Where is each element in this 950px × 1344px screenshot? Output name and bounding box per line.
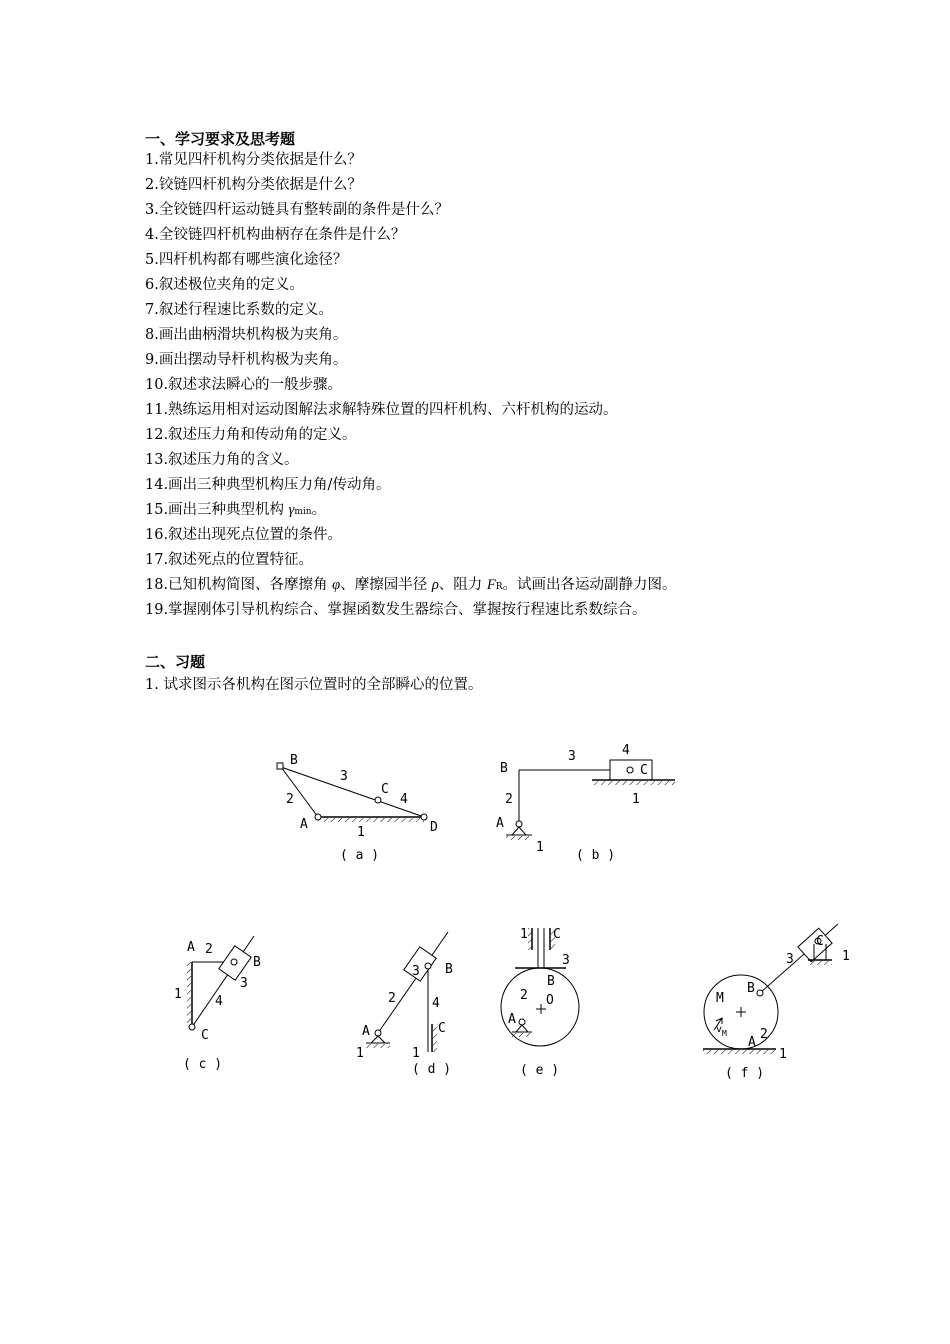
fig-f-label-1-guide: 1 bbox=[842, 949, 850, 964]
fig-e-label-O: O bbox=[546, 993, 554, 1008]
fig-f-caption: ( f ) bbox=[725, 1066, 765, 1081]
question-6: 6.叙述极位夹角的定义。 bbox=[145, 277, 304, 293]
figure-a bbox=[277, 753, 438, 863]
fig-b-label-A: A bbox=[496, 816, 504, 831]
fig-a-label-C: C bbox=[381, 782, 389, 797]
question-5: 5.四杆机构都有哪些演化途径？ bbox=[145, 252, 348, 268]
fig-a-label-D: D bbox=[430, 820, 438, 835]
question-3: 3.全铰链四杆运动链具有整转副的条件是什么？ bbox=[145, 202, 449, 218]
fig-f-label-1: 1 bbox=[779, 1047, 787, 1062]
fig-d-label-1-left: 1 bbox=[356, 1046, 364, 1061]
fig-c-label-2: 2 bbox=[205, 942, 213, 957]
fig-e-caption: ( e ) bbox=[520, 1063, 560, 1078]
fig-d-label-C: C bbox=[438, 1021, 446, 1036]
rho-symbol: ρ bbox=[431, 577, 439, 593]
fig-d-label-A: A bbox=[362, 1024, 370, 1039]
q15-text: 15.画出三种典型机构 bbox=[145, 502, 289, 518]
fig-f-label-2: 2 bbox=[760, 1027, 768, 1042]
fig-a-label-2: 2 bbox=[286, 792, 294, 807]
section2-heading: 二、习题 bbox=[145, 653, 206, 671]
fig-c-label-3: 3 bbox=[240, 976, 248, 991]
fig-c-label-1: 1 bbox=[174, 987, 182, 1002]
fig-f-label-A: A bbox=[748, 1035, 756, 1050]
fig-a-caption: ( a ) bbox=[340, 848, 380, 863]
question-11: 11.熟练运用相对运动图解法求解特殊位置的四杆机构、六杆机构的运动。 bbox=[145, 402, 618, 418]
fig-e-label-2: 2 bbox=[520, 988, 528, 1003]
fig-f-label-B: B bbox=[747, 981, 755, 996]
fig-d-label-2: 2 bbox=[388, 991, 396, 1006]
fig-f-label-M: M bbox=[716, 991, 724, 1006]
phi-symbol: φ bbox=[332, 577, 341, 593]
fig-b-label-2: 2 bbox=[505, 792, 513, 807]
question-2: 2.铰链四杆机构分类依据是什么？ bbox=[145, 177, 362, 193]
fig-b-label-3: 3 bbox=[568, 749, 576, 764]
fig-a-label-A: A bbox=[300, 817, 308, 832]
q18-part1: 18.已知机构简图、各摩擦角 bbox=[145, 577, 333, 593]
question-13: 13.叙述压力角的含义。 bbox=[145, 452, 299, 468]
gamma-subscript: min bbox=[294, 507, 312, 517]
figure-d bbox=[356, 932, 453, 1077]
fig-f-label-v: v bbox=[716, 1024, 723, 1035]
section1-heading: 一、学习要求及思考题 bbox=[145, 130, 296, 148]
problem-1: 1. 试求图示各机构在图示位置时的全部瞬心的位置。 bbox=[145, 677, 483, 693]
q15-suffix: 。 bbox=[311, 502, 327, 518]
question-17: 17.叙述死点的位置特征。 bbox=[145, 552, 314, 568]
q18-part2: 、摩擦园半径 bbox=[340, 577, 432, 593]
fig-c-label-4: 4 bbox=[215, 994, 223, 1009]
figure-e bbox=[501, 927, 579, 1078]
question-4: 4.全铰链四杆机构曲柄存在条件是什么？ bbox=[145, 227, 406, 243]
fig-b-label-1-ground: 1 bbox=[632, 792, 640, 807]
fig-a-label-3: 3 bbox=[340, 769, 348, 784]
fig-c-label-A: A bbox=[187, 940, 195, 955]
question-16: 16.叙述出现死点位置的条件。 bbox=[145, 527, 343, 543]
fig-d-label-3: 3 bbox=[412, 964, 420, 979]
question-12: 12.叙述压力角和传动角的定义。 bbox=[145, 427, 357, 443]
question-19: 19.掌握刚体引导机构综合、掌握函数发生器综合、掌握按行程速比系数综合。 bbox=[145, 602, 647, 618]
fig-e-label-C: C bbox=[553, 927, 561, 942]
gamma-symbol: γ bbox=[288, 502, 295, 518]
fig-b-label-C: C bbox=[640, 763, 648, 778]
fig-e-label-B: B bbox=[547, 974, 555, 989]
fig-b-label-B: B bbox=[500, 761, 508, 776]
fig-d-label-B: B bbox=[445, 962, 453, 977]
figure-f bbox=[703, 924, 850, 1081]
fig-e-label-A: A bbox=[508, 1012, 516, 1027]
fig-b-caption: ( b ) bbox=[576, 848, 616, 863]
fig-d-caption: ( d ) bbox=[412, 1062, 452, 1077]
fig-d-label-1-right: 1 bbox=[412, 1046, 420, 1061]
question-1: 1.常见四杆机构分类依据是什么？ bbox=[145, 152, 362, 168]
fig-b-label-4: 4 bbox=[622, 743, 630, 758]
force-subscript: R bbox=[495, 582, 503, 592]
fig-c-label-B: B bbox=[253, 955, 261, 970]
question-14: 14.画出三种典型机构压力角/传动角。 bbox=[145, 477, 391, 493]
question-7: 7.叙述行程速比系数的定义。 bbox=[145, 302, 333, 318]
fig-c-caption: ( c ) bbox=[183, 1057, 223, 1072]
question-10: 10.叙述求法瞬心的一般步骤。 bbox=[145, 377, 343, 393]
fig-a-label-4: 4 bbox=[400, 792, 408, 807]
q18-part4: 。试画出各运动副静力图。 bbox=[502, 577, 677, 593]
q18-part3: 、阻力 bbox=[438, 577, 487, 593]
fig-d-label-4: 4 bbox=[432, 996, 440, 1011]
fig-c-label-C: C bbox=[201, 1028, 209, 1043]
figure-b bbox=[496, 743, 675, 863]
question-8: 8.画出曲柄滑块机构极为夹角。 bbox=[145, 327, 348, 343]
fig-a-label-B: B bbox=[290, 753, 298, 768]
force-symbol: F bbox=[486, 577, 496, 593]
fig-f-label-C: C bbox=[816, 934, 824, 949]
question-9: 9.画出摆动导杆机构极为夹角。 bbox=[145, 352, 348, 368]
figure-c bbox=[174, 936, 261, 1072]
fig-e-label-1: 1 bbox=[520, 927, 528, 942]
fig-f-label-3: 3 bbox=[786, 952, 794, 967]
fig-a-label-1: 1 bbox=[357, 825, 365, 840]
fig-e-label-3: 3 bbox=[562, 953, 570, 968]
fig-f-label-v-subscript: M bbox=[722, 1029, 727, 1038]
fig-b-label-1: 1 bbox=[536, 840, 544, 855]
